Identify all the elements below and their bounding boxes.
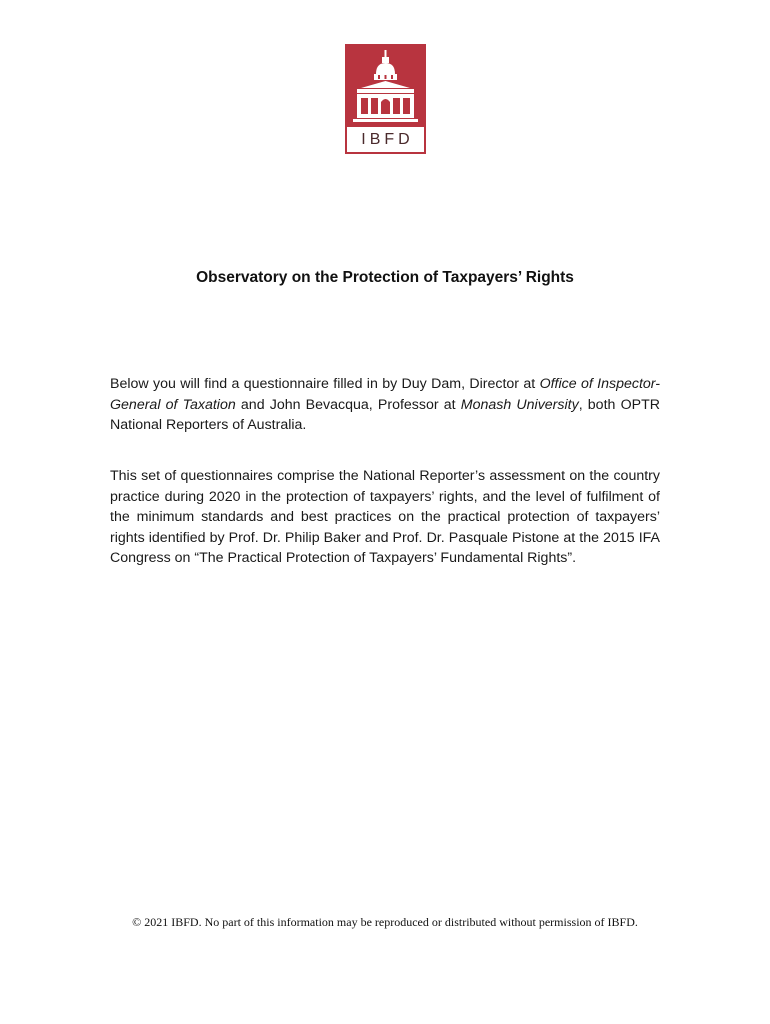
organization-2: Monash University (460, 396, 579, 413)
organization-1: Office of Inspector-General of Taxation (110, 376, 660, 413)
logo-label-box (347, 127, 424, 152)
ibfd-logo (345, 44, 426, 154)
intro-paragraph (110, 374, 660, 436)
intro-text-1: Below you will find a questionnaire filled in by Duy Dam, Director at (110, 376, 540, 392)
intro-text-2: and John Bevacqua, Professor at (235, 396, 461, 413)
building-dome-icon (345, 44, 426, 128)
intro-text-3: , both OPTR National Reporters of Australia. (110, 396, 660, 433)
description-paragraph: This set of questionnaires comprise the National Reporter’s assessment on the country practice during 2020 in the protection of taxpayers’ rights, and the level of fulfilment of the minimum standards and best practices on the practical protection of taxpayers’ rights identified by Prof. Dr. Philip Baker and Prof. Dr. Pasquale Pistone at the 2015 IFA Congress on “The Practical Protection of Taxpayers’ Fundamental Rights”. (110, 468, 660, 566)
page-title: Observatory on the Protection of Taxpayers’ Rights (196, 269, 574, 286)
logo-text: IBFD (361, 130, 414, 148)
copyright-footer: © 2021 IBFD. No part of this information may be reproduced or distributed without permission of IBFD. (132, 915, 638, 929)
